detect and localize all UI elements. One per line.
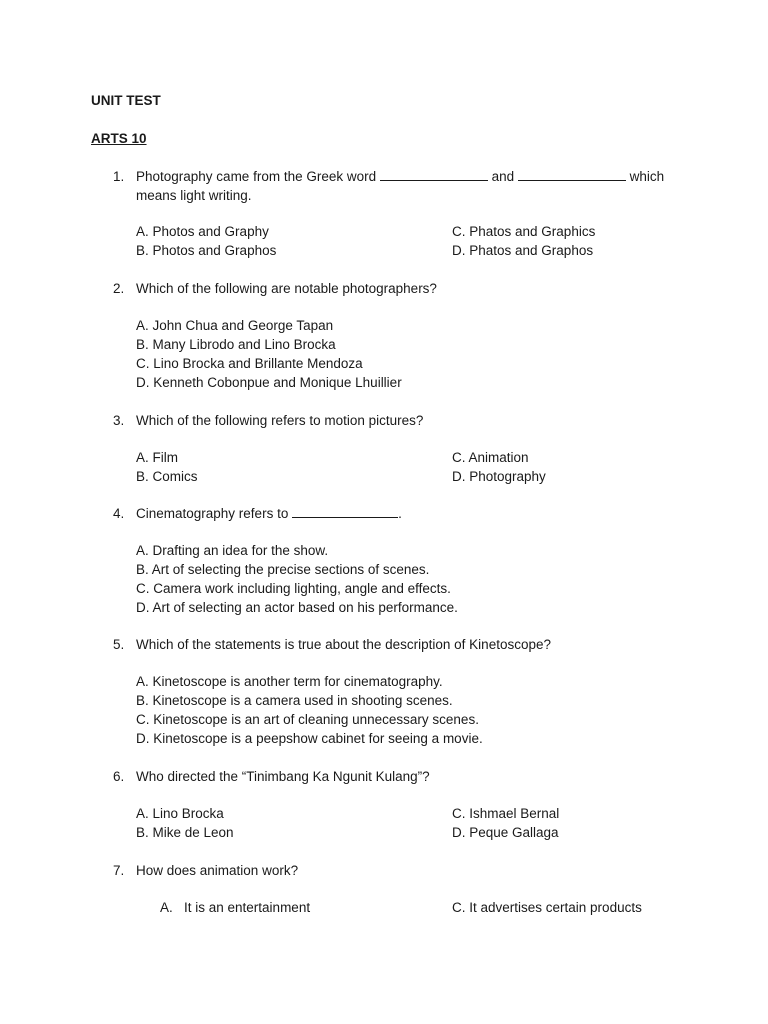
- option-d: D. Kinetoscope is a peepshow cabinet for seeing a movie.: [136, 731, 483, 746]
- option-a: A. Drafting an idea for the show.: [136, 543, 329, 558]
- option-d: D. Kenneth Cobonpue and Monique Lhuillier: [136, 375, 402, 390]
- option-a: A. Photos and Graphy: [136, 224, 269, 239]
- question-number: 7.: [113, 863, 125, 878]
- option-c: C. Phatos and Graphics: [452, 224, 596, 239]
- option-a: A. Kinetoscope is another term for cinematography.: [136, 674, 443, 689]
- question-text-part: which means light writing.: [136, 169, 665, 203]
- question-text: [136, 168, 676, 205]
- subject-title: ARTS 10: [91, 131, 147, 146]
- option-d: D. Phatos and Graphos: [452, 243, 594, 258]
- option-d: D. Art of selecting an actor based on his performance.: [136, 600, 458, 615]
- question-text: Which of the following refers to motion pictures?: [136, 413, 424, 428]
- question-text-part: and: [487, 169, 518, 184]
- answer-blank: [518, 168, 626, 181]
- answer-blank: [292, 505, 398, 518]
- question-number: 4.: [113, 506, 125, 521]
- question-number: 2.: [113, 281, 125, 296]
- option-d: D. Photography: [452, 469, 546, 484]
- option-a: A. It is an entertainment: [160, 900, 311, 915]
- question-text-part: Cinematography refers to: [136, 506, 293, 521]
- option-b: B. Art of selecting the precise sections of scenes.: [136, 562, 430, 577]
- question-text-part: .: [398, 506, 402, 521]
- option-c: C. It advertises certain products: [452, 900, 642, 915]
- option-b: B. Kinetoscope is a camera used in shooting scenes.: [136, 693, 453, 708]
- option-b: B. Many Librodo and Lino Brocka: [136, 337, 336, 352]
- unit-title: UNIT TEST: [91, 93, 161, 108]
- question-text: How does animation work?: [136, 863, 299, 878]
- question-number: 6.: [113, 769, 125, 784]
- option-b: B. Mike de Leon: [136, 825, 234, 840]
- question-text: [136, 505, 676, 524]
- option-b: B. Comics: [136, 469, 198, 484]
- question-number: 3.: [113, 413, 125, 428]
- option-c: C. Ishmael Bernal: [452, 806, 560, 821]
- option-c: C. Animation: [452, 450, 529, 465]
- question-text: Who directed the “Tinimbang Ka Ngunit Kulang”?: [136, 769, 430, 784]
- option-a: A. Lino Brocka: [136, 806, 224, 821]
- question-text: Which of the following are notable photographers?: [136, 281, 437, 296]
- option-d: D. Peque Gallaga: [452, 825, 559, 840]
- option-a: A. John Chua and George Tapan: [136, 318, 334, 333]
- option-c: C. Camera work including lighting, angle and effects.: [136, 581, 451, 596]
- question-number: 5.: [113, 637, 125, 652]
- option-b: B. Photos and Graphos: [136, 243, 277, 258]
- question-number: 1.: [113, 169, 125, 184]
- option-c: C. Lino Brocka and Brillante Mendoza: [136, 356, 363, 371]
- question-text: Which of the statements is true about the description of Kinetoscope?: [136, 637, 551, 652]
- answer-blank: [380, 168, 488, 181]
- option-c: C. Kinetoscope is an art of cleaning unnecessary scenes.: [136, 712, 479, 727]
- question-text-part: Photography came from the Greek word: [136, 169, 380, 184]
- option-a: A. Film: [136, 450, 178, 465]
